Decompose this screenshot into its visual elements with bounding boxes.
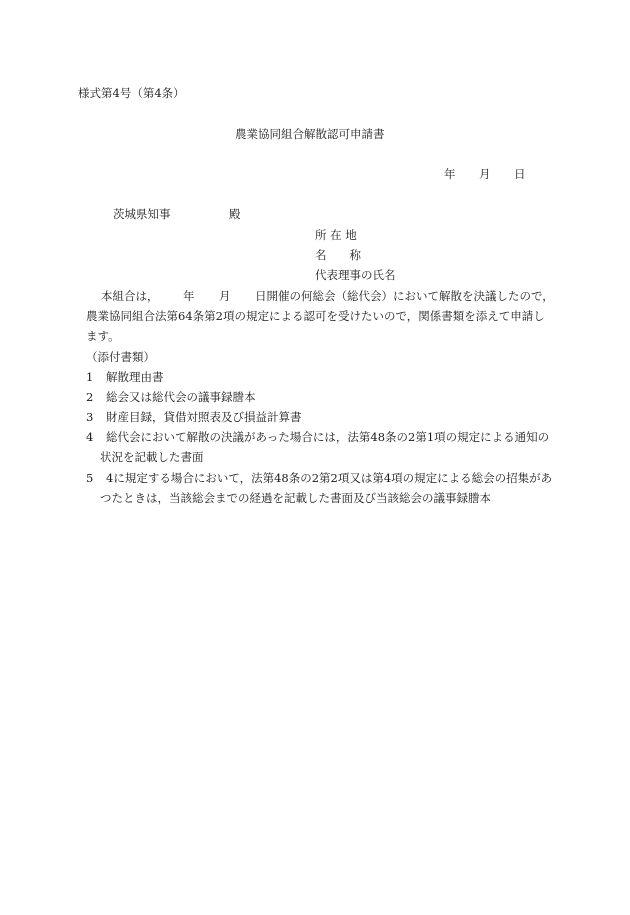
attachment-number: 3 — [86, 410, 94, 424]
date-year-label: 年 — [444, 167, 456, 181]
body-line3: ます。 — [86, 329, 120, 343]
attachment-text-continued: つたときは，当該総会までの経過を記載した書面及び当該総会の議事録謄本 — [100, 491, 491, 505]
body-line2: 農業協同組合法第64条第2項の規定による認可を受けたいので，関係書類を添えて申請し — [86, 309, 545, 323]
attachment-text: 4に規定する場合において，法第48条の2第2項又は第4項の規定による総会の招集があ — [106, 471, 553, 485]
addressee-honorific: 殿 — [229, 207, 241, 221]
attachment-number: 5 — [86, 471, 94, 485]
document-title: 農業協同組合解散認可申請書 — [235, 127, 385, 141]
date-day-label: 日 — [514, 167, 526, 181]
attachment-text-continued: 状況を記載した書面 — [100, 450, 204, 464]
attachments-heading: （添付書類） — [86, 350, 155, 364]
body-line1-prefix: 本組合は， — [101, 289, 159, 303]
attachment-number: 2 — [86, 390, 94, 404]
name-label: 名 称 — [315, 248, 361, 262]
body-line1-rest: 日開催の何総会（総代会）において解散を決議したので， — [255, 289, 554, 303]
attachment-text: 総代会において解散の決議があった場合には，法第48条の2第1項の規定による通知の — [106, 430, 550, 444]
body-line1-month: 月 — [219, 289, 231, 303]
attachment-number: 4 — [86, 430, 94, 444]
addressee-name: 茨城県知事 — [113, 207, 171, 221]
form-number: 様式第4号（第4条） — [78, 86, 185, 100]
attachment-text: 総会又は総代会の議事録謄本 — [106, 390, 256, 404]
attachment-number: 1 — [86, 370, 94, 384]
date-month-label: 月 — [479, 167, 491, 181]
location-label: 所 在 地 — [315, 228, 357, 242]
body-line1-year: 年 — [183, 289, 195, 303]
attachment-text: 解散理由書 — [106, 370, 164, 384]
attachment-text: 財産目録，貸借対照表及び損益計算書 — [106, 410, 302, 424]
representative-label: 代表理事の氏名 — [315, 268, 396, 282]
